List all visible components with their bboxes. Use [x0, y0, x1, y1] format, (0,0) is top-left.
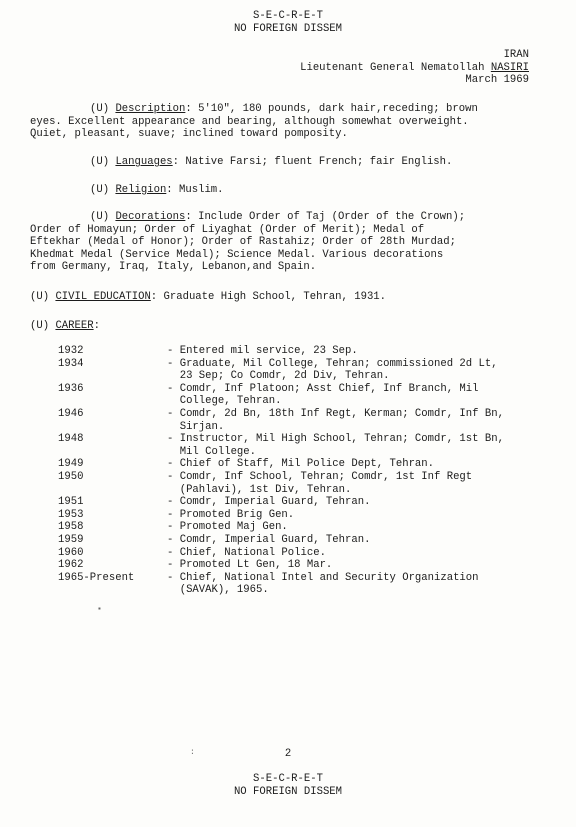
- career-row: [0, 547, 576, 560]
- career-year: 1950: [58, 471, 84, 483]
- career-description-line: - Instructor, Mil High School, Tehran; Comdr, 1st Bn,: [167, 433, 504, 446]
- career-description-line: - Promoted Brig Gen.: [167, 508, 295, 521]
- decorations-line-4: Khedmat Medal (Service Medal); Science Medal. Various decorations: [30, 248, 444, 261]
- career-tag: (U): [30, 320, 50, 332]
- description-label: Description: [115, 103, 186, 115]
- classification-footer: [0, 773, 576, 798]
- career-year: 1962: [58, 559, 84, 572]
- career-row: [0, 471, 576, 496]
- religion-label: Religion: [115, 184, 167, 196]
- career-description-line: - Chief of Staff, Mil Police Dept, Tehran.: [167, 458, 435, 471]
- religion-tag: (U): [90, 184, 110, 196]
- country: IRAN: [503, 49, 529, 61]
- decorations-line-1: : Include Order of Taj (Order of the Crown);: [185, 211, 466, 223]
- civil-education-text: : Graduate High School, Tehran, 1931.: [150, 291, 387, 303]
- document-date: March 1969: [465, 74, 529, 87]
- career-description-line: - Comdr, Imperial Guard, Tehran.: [167, 534, 371, 546]
- career-year: 1949: [58, 458, 84, 471]
- classification-line: S-E-C-R-E-T: [253, 10, 323, 22]
- career-description-line: (SAVAK), 1965.: [167, 584, 269, 597]
- career-row: [0, 458, 576, 471]
- career-description-line: - Promoted Lt Gen, 18 Mar.: [167, 559, 333, 572]
- career-description-line: (Pahlavi), 1st Div, Tehran.: [167, 483, 352, 496]
- career-row: [0, 534, 576, 547]
- career-row: [0, 521, 576, 534]
- career-heading: [30, 320, 538, 333]
- subject-block: [300, 49, 529, 87]
- languages-text: : Native Farsi; fluent French; fair English.: [172, 156, 453, 168]
- career-label: CAREER: [55, 320, 94, 332]
- career-row: [0, 572, 576, 597]
- description-line-2: eyes. Excellent appearance and bearing, although somewhat overweight.: [30, 115, 469, 128]
- career-row: [0, 559, 576, 572]
- decorations-tag: (U): [90, 211, 110, 223]
- career-year: 1934: [58, 357, 84, 370]
- description-tag: (U): [90, 103, 110, 115]
- career-description-line: - Entered mil service, 23 Sep.: [167, 345, 358, 357]
- languages-label: Languages: [115, 156, 173, 168]
- career-description-line: - Comdr, Inf Platoon; Asst Chief, Inf Branch, Mil: [167, 382, 479, 395]
- description-line-3: Quiet, pleasant, suave; inclined toward pomposity.: [30, 128, 348, 141]
- decorations-line-5: from Germany, Iraq, Italy, Lebanon,and Spain.: [30, 261, 317, 274]
- career-year: 1951: [58, 496, 84, 509]
- decorations-line-3: Eftekhar (Medal of Honor); Order of Rastahiz; Order of 28th Murdad;: [30, 236, 456, 249]
- career-description-line: - Chief, National Intel and Security Organization: [167, 571, 479, 584]
- classification-header: [0, 10, 576, 35]
- career-description-line: - Promoted Maj Gen.: [167, 521, 288, 534]
- career-year: 1960: [58, 546, 84, 559]
- career-description-line: Mil College.: [167, 445, 257, 458]
- civil-education-tag: (U): [30, 291, 50, 303]
- subject-name-prefix: Lieutenant General Nematollah: [300, 61, 485, 74]
- classification-line: S-E-C-R-E-T: [253, 773, 323, 785]
- career-description-line: - Comdr, 2d Bn, 18th Inf Regt, Kerman; Comdr, Inf Bn,: [167, 408, 504, 420]
- dissemination-line: NO FOREIGN DISSEM: [233, 785, 343, 798]
- stray-mark: ▪: [97, 605, 102, 614]
- career-description-line: - Chief, National Police.: [167, 546, 326, 559]
- career-row: [0, 345, 576, 358]
- page-number: 2: [284, 748, 292, 760]
- career-year: 1958: [58, 521, 84, 534]
- civil-education-paragraph: [30, 291, 538, 304]
- decorations-paragraph: [30, 211, 538, 274]
- career-row: [0, 509, 576, 522]
- career-year: 1965-Present: [58, 571, 135, 584]
- career-row: [0, 358, 576, 383]
- career-suffix: :: [93, 320, 100, 332]
- career-year: 1932: [58, 345, 84, 357]
- career-description-line: - Comdr, Inf School, Tehran; Comdr, 1st Inf Regt: [167, 471, 473, 483]
- career-row: [0, 408, 576, 433]
- career-year: 1959: [58, 534, 84, 546]
- career-description-line: 23 Sep; Co Comdr, 2d Div, Tehran.: [167, 370, 390, 383]
- subject-name: [300, 62, 529, 75]
- religion-text: : Muslim.: [166, 184, 224, 196]
- career-description-line: Sirjan.: [167, 420, 225, 433]
- dissemination-line: NO FOREIGN DISSEM: [233, 22, 343, 35]
- description-paragraph: [30, 103, 538, 141]
- subject-surname: NASIRI: [490, 61, 529, 74]
- career-year: 1936: [58, 382, 84, 395]
- decorations-label: Decorations: [115, 211, 186, 223]
- career-year: 1953: [58, 508, 84, 521]
- stray-mark: :: [190, 748, 195, 757]
- career-row: [0, 496, 576, 509]
- decorations-line-2: Order of Homayun; Order of Liyaghat (Order of Merit); Medal of: [30, 223, 425, 236]
- description-line-1: : 5'10", 180 pounds, dark hair,receding; brown: [185, 103, 478, 115]
- languages-paragraph: [30, 156, 538, 169]
- civil-education-label: CIVIL EDUCATION: [55, 291, 151, 303]
- career-row: [0, 433, 576, 458]
- languages-tag: (U): [90, 156, 110, 168]
- career-row: [0, 383, 576, 408]
- religion-paragraph: [30, 184, 538, 197]
- career-description-line: College, Tehran.: [167, 395, 282, 408]
- career-year: 1948: [58, 433, 84, 446]
- career-description-line: - Graduate, Mil College, Tehran; commissioned 2d Lt,: [167, 357, 498, 370]
- career-year: 1946: [58, 408, 84, 420]
- career-description-line: - Comdr, Imperial Guard, Tehran.: [167, 496, 371, 509]
